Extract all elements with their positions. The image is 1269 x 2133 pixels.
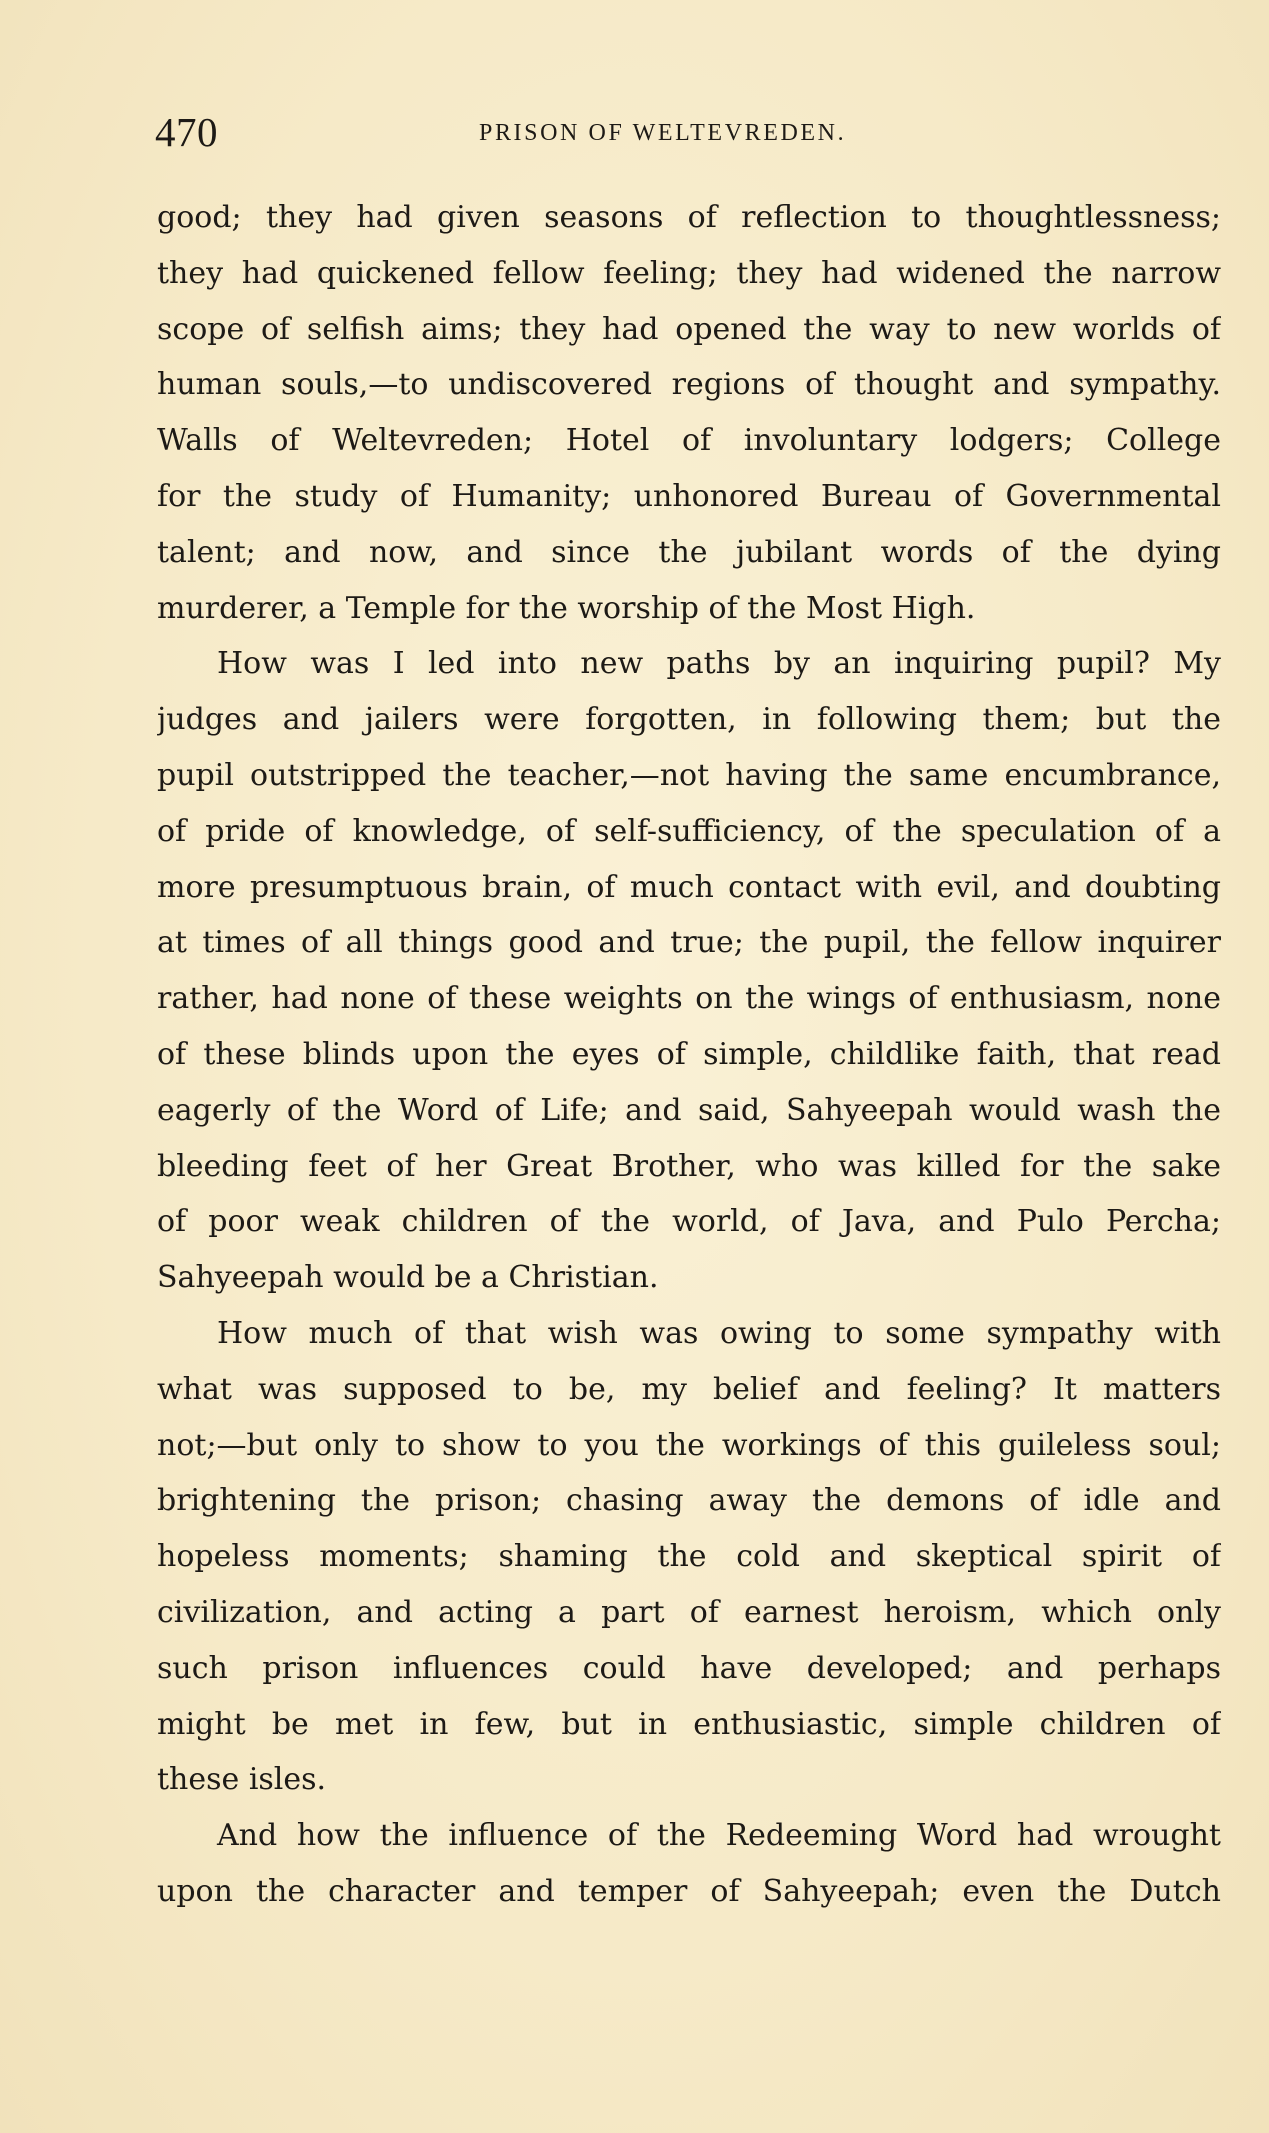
- text-line: Sahyeepah would be a Christian.: [157, 1260, 659, 1296]
- text-line: judges and jailers were forgotten, in following them; but the: [157, 702, 1221, 738]
- text-line: brightening the prison; chasing away the demons of idle and: [157, 1483, 1221, 1519]
- paragraph-first-line: How much of that wish was owing to some sympathy with: [217, 1315, 1221, 1351]
- text-line: upon the character and temper of Sahyeepah; even the Dutch: [157, 1873, 1221, 1909]
- text-line: Walls of Weltevreden; Hotel of involuntary lodgers; College: [157, 423, 1221, 459]
- body-text: [157, 190, 1221, 1920]
- paragraph-first-line: And how the influence of the Redeeming Word had wrought: [217, 1818, 1221, 1854]
- text-line: talent; and now, and since the jubilant words of the dying: [157, 534, 1221, 570]
- text-line: rather, had none of these weights on the wings of enthusiasm, none: [157, 981, 1221, 1017]
- running-head: PRISON OF WELTEVREDEN.: [479, 120, 847, 146]
- text-line: human souls,—to undiscovered regions of thought and sympathy.: [157, 367, 1221, 403]
- text-line: what was supposed to be, my belief and feeling? It matters: [157, 1371, 1221, 1407]
- text-line: such prison influences could have developed; and perhaps: [157, 1650, 1221, 1686]
- text-line: not;—but only to show to you the workings of this guileless soul;: [157, 1427, 1221, 1463]
- page-number: 470: [155, 109, 218, 155]
- text-line: civilization, and acting a part of earnest heroism, which only: [157, 1594, 1221, 1630]
- text-line: they had quickened fellow feeling; they had widened the narrow: [157, 255, 1221, 291]
- text-line: eagerly of the Word of Life; and said, Sahyeepah would wash the: [157, 1092, 1221, 1128]
- text-line: at times of all things good and true; the pupil, the fellow inquirer: [157, 925, 1221, 961]
- text-line: murderer, a Temple for the worship of the Most High.: [157, 590, 976, 626]
- text-line: of these blinds upon the eyes of simple, childlike faith, that read: [157, 1036, 1221, 1072]
- text-line: more presumptuous brain, of much contact with evil, and doubting: [157, 869, 1221, 905]
- text-line: for the study of Humanity; unhonored Bureau of Governmental: [157, 478, 1221, 514]
- page-header: [155, 104, 1225, 164]
- text-line: scope of selfish aims; they had opened the way to new worlds of: [157, 311, 1221, 347]
- text-line: good; they had given seasons of reflection to thoughtlessness;: [157, 200, 1221, 235]
- text-line: hopeless moments; shaming the cold and skeptical spirit of: [157, 1539, 1221, 1575]
- text-line: bleeding feet of her Great Brother, who was killed for the sake: [157, 1148, 1221, 1184]
- text-line: might be met in few, but in enthusiastic, simple children of: [157, 1706, 1221, 1742]
- text-line: pupil outstripped the teacher,—not having the same encumbrance,: [157, 757, 1221, 793]
- text-line: of poor weak children of the world, of Java, and Pulo Percha;: [157, 1204, 1221, 1240]
- paragraph-first-line: How was I led into new paths by an inquiring pupil? My: [217, 646, 1221, 682]
- text-line: of pride of knowledge, of self-sufficiency, of the speculation of a: [157, 813, 1221, 849]
- text-line: these isles.: [157, 1762, 327, 1798]
